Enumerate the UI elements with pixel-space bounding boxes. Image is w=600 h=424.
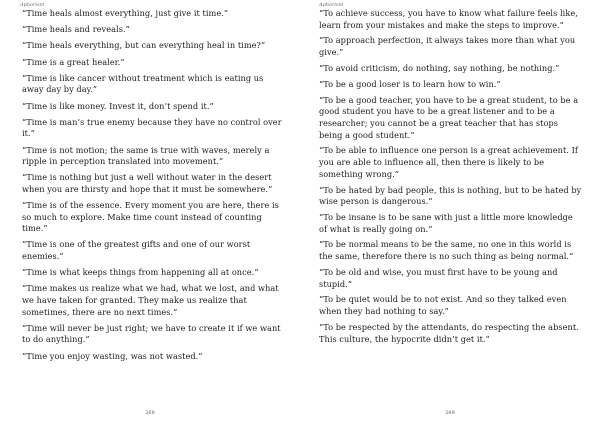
quote-item: “To be respected by the attendants, do respecting the absent. This culture, the hypocrite didn’t get it.” [319, 321, 579, 344]
page-number: 268 [145, 410, 155, 416]
quote-item: “To be quiet would be to not exist. And so they talked even when they had nothing to say.” [319, 294, 567, 317]
page-number: 269 [445, 410, 455, 416]
quote-item: “To be hated by bad people, this is nothing, but to be hated by wise person is dangerous.” [319, 184, 582, 207]
quote-item: “Time is a great healer.” [22, 56, 125, 67]
quote-list [22, 8, 286, 367]
quote-item: “To approach perfection, it always takes more than what you give.” [319, 35, 576, 58]
quote-item: “Time is man’s true enemy because they have no control over it.” [22, 116, 282, 139]
right-page [300, 0, 600, 424]
quote-item: “To be old and wise, you must first have to be young and stupid.” [319, 266, 558, 289]
running-head: Aphorism [20, 2, 45, 8]
quote-item: “Time is nothing but just a well without water in the desert when you are thirsty and hope that it must be somewhere.” [22, 172, 273, 194]
quote-item: “To be normal means to be the same, no one in this world is the same, therefore there is no such thing as being normal.” [319, 239, 574, 262]
running-head: Aphorism [319, 2, 344, 8]
quote-item: “Time heals everything, but can everything heal in time?” [22, 40, 266, 51]
quote-item: “Time is like cancer without treatment which is eating us away day by day.” [22, 72, 264, 95]
quote-item: “Time will never be just right; we have to create it if we want to do anything.” [22, 322, 281, 345]
quote-item: “Time heals and reveals.” [22, 24, 130, 35]
quote-item: “Time heals almost everything, just give it time.” [22, 8, 229, 18]
quote-item: “To avoid criticism, do nothing, say nothing, be nothing.” [319, 62, 560, 73]
quote-item: “Time is of the essence. Every moment you are here, there is so much to explore. Make time count instead of counting time.” [22, 200, 279, 234]
quote-item: “To be able to influence one person is a great achievement. If you are able to influence all, then there is likely to be something wrong.” [319, 145, 578, 179]
quote-item: “To be a good loser is to learn how to win.” [319, 78, 501, 89]
quote-item: “Time is what keeps things from happening all at once.” [22, 267, 259, 278]
quote-item: “Time is one of the greatest gifts and one of our worst enemies.” [22, 239, 251, 262]
quote-item: “Time is like money. Invest it, don’t spend it.” [22, 100, 214, 111]
quote-item: “To be insane is to be sane with just a little more knowledge of what is really going on.” [319, 211, 573, 234]
quote-item: “Time is not motion; the same is true with waves, merely a ripple in perception translated into movement.” [22, 144, 270, 167]
quote-list [319, 8, 582, 349]
quote-item: “To be a good teacher, you have to be a great student, to be a good student you have to be a great listener and to be a researcher; you cannot be a great teacher that has stops being a good student.” [319, 94, 579, 140]
quote-item: “To achieve success, you have to know what failure feels like, learn from your mistakes and make the steps to improve.” [319, 8, 578, 30]
quote-item: “Time you enjoy wasting, was not wasted.” [22, 350, 203, 361]
quote-item: “Time makes us realize what we had, what we lost, and what we have taken for granted. They make us realize that sometimes, there are no next times.” [22, 283, 279, 317]
